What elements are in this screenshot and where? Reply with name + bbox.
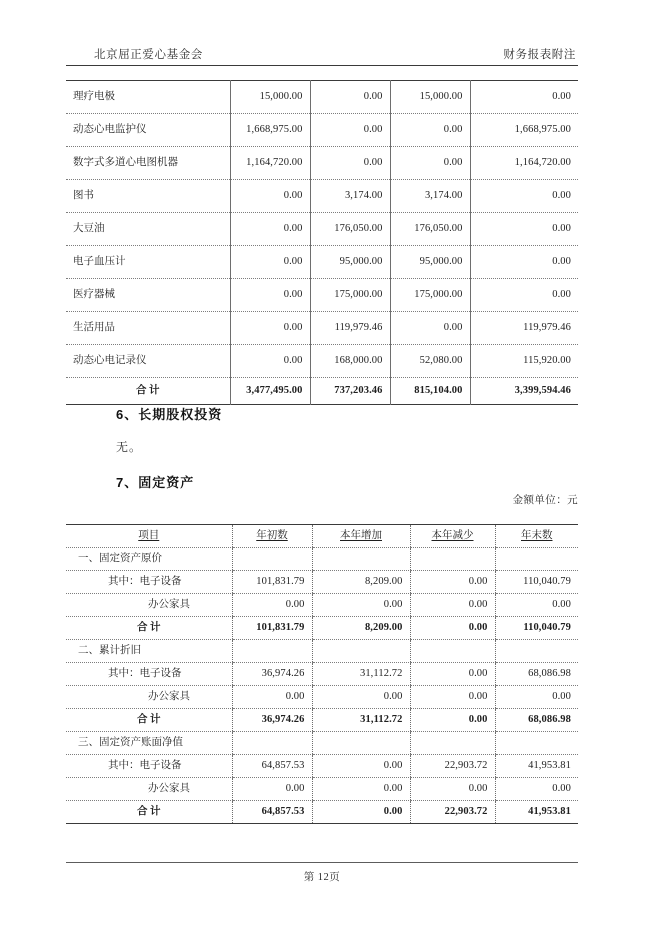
cell-text: 31,112.72 bbox=[360, 714, 403, 726]
table-cell-value bbox=[232, 709, 312, 732]
table-cell-value bbox=[230, 213, 310, 246]
cell-text: 64,857.53 bbox=[261, 806, 305, 818]
table-row bbox=[66, 640, 578, 663]
cell-text: 0.00 bbox=[363, 91, 383, 103]
cell-text: 0.00 bbox=[383, 691, 403, 703]
cell-text: 3,174.00 bbox=[424, 190, 463, 202]
table-cell-value bbox=[390, 213, 470, 246]
table-cell-label bbox=[66, 312, 230, 345]
cell-text: 737,203.46 bbox=[334, 385, 383, 397]
table-cell-value bbox=[410, 640, 495, 663]
cell-text: 815,104.00 bbox=[414, 385, 463, 397]
table-cell-label bbox=[66, 571, 232, 594]
table-cell-label bbox=[66, 548, 232, 571]
cell-text: 36,974.26 bbox=[261, 714, 305, 726]
table-row bbox=[66, 571, 578, 594]
cell-text: 95,000.00 bbox=[339, 256, 383, 268]
cell-text: 175,000.00 bbox=[334, 289, 383, 301]
table-cell-value bbox=[232, 617, 312, 640]
cell-text: 31,112.72 bbox=[359, 668, 403, 680]
cell-text: 0.00 bbox=[443, 124, 463, 136]
cell-text: 3,477,495.00 bbox=[246, 385, 303, 397]
cell-text: 0.00 bbox=[383, 783, 403, 795]
column-header bbox=[232, 525, 312, 548]
table-row bbox=[66, 180, 578, 213]
table-cell-value bbox=[410, 709, 495, 732]
table-cell-label bbox=[66, 246, 230, 279]
table-cell-value bbox=[495, 801, 578, 824]
table-cell-value bbox=[310, 378, 390, 405]
cell-text: 3,174.00 bbox=[344, 190, 383, 202]
section-6-body: 无。 bbox=[116, 440, 143, 454]
table-cell-value bbox=[495, 686, 578, 709]
table-cell-value bbox=[312, 709, 410, 732]
cell-text: 数字式多道心电图机器 bbox=[73, 157, 178, 169]
table-cell-value bbox=[390, 279, 470, 312]
cell-text: 68,086.98 bbox=[528, 714, 571, 726]
table-cell-value bbox=[470, 312, 578, 345]
table-cell-value bbox=[410, 594, 495, 617]
cell-text: 0.00 bbox=[468, 599, 488, 611]
table-cell-value bbox=[230, 180, 310, 213]
cell-text: 110,040.79 bbox=[523, 622, 571, 634]
cell-text: 8,209.00 bbox=[364, 622, 403, 634]
cell-text: 大豆油 bbox=[73, 223, 105, 235]
cell-text: 0.00 bbox=[283, 289, 303, 301]
table-cell-value bbox=[310, 246, 390, 279]
cell-text: 0.00 bbox=[383, 599, 403, 611]
table-cell-label bbox=[66, 279, 230, 312]
cell-text: 0.00 bbox=[552, 91, 571, 103]
cell-text: 0.00 bbox=[468, 576, 488, 588]
page-footer bbox=[66, 862, 578, 884]
table-cell-value bbox=[470, 114, 578, 147]
cell-text: 0.00 bbox=[552, 256, 571, 268]
document-section-title: 财务报表附注 bbox=[503, 49, 576, 61]
table-cell-value bbox=[312, 617, 410, 640]
cell-text: 0.00 bbox=[285, 691, 305, 703]
cell-text: 119,979.46 bbox=[334, 322, 383, 334]
cell-text: 0.00 bbox=[552, 190, 571, 202]
table-cell-value bbox=[390, 114, 470, 147]
table-cell-value bbox=[495, 594, 578, 617]
cell-text: 合 计 bbox=[136, 622, 161, 634]
cell-text: 101,831.79 bbox=[256, 576, 305, 588]
table-cell-label bbox=[66, 147, 230, 180]
table-cell-value bbox=[390, 312, 470, 345]
table-cell-label bbox=[66, 180, 230, 213]
cell-text: 8,209.00 bbox=[364, 576, 403, 588]
cell-text: 101,831.79 bbox=[256, 622, 305, 634]
cell-text: 图书 bbox=[73, 190, 94, 202]
table-cell-value bbox=[310, 147, 390, 180]
cell-text: 年末数 bbox=[521, 530, 553, 542]
cell-text: 22,903.72 bbox=[444, 760, 488, 772]
cell-text: 其中：电子设备 bbox=[108, 760, 182, 772]
cell-text: 三、固定资产账面净值 bbox=[78, 737, 183, 749]
table-cell-value bbox=[495, 732, 578, 755]
table-cell-value bbox=[495, 663, 578, 686]
table-cell-value bbox=[232, 594, 312, 617]
table-cell-value bbox=[310, 312, 390, 345]
cell-text: 0.00 bbox=[468, 714, 488, 726]
table-cell-value bbox=[232, 686, 312, 709]
table-cell-value bbox=[410, 663, 495, 686]
table-cell-value bbox=[410, 732, 495, 755]
cell-text: 22,903.72 bbox=[444, 806, 488, 818]
table-cell-value bbox=[410, 548, 495, 571]
cell-text: 119,979.46 bbox=[523, 322, 571, 334]
table-cell-label bbox=[66, 640, 232, 663]
cell-text: 41,953.81 bbox=[528, 806, 571, 818]
page-number: 第 12页 bbox=[303, 872, 341, 883]
cell-text: 一、固定资产原价 bbox=[78, 553, 162, 565]
table-cell-value bbox=[232, 548, 312, 571]
cell-text: 年初数 bbox=[256, 530, 288, 542]
cell-text: 68,086.98 bbox=[528, 668, 571, 680]
table-cell-value bbox=[232, 571, 312, 594]
table-cell-value bbox=[312, 732, 410, 755]
cell-text: 0.00 bbox=[468, 783, 488, 795]
cell-text: 176,050.00 bbox=[414, 223, 463, 235]
table-cell-label bbox=[66, 617, 232, 640]
table-cell-label bbox=[66, 755, 232, 778]
cell-text: 医疗器械 bbox=[73, 289, 115, 301]
cell-text: 合 计 bbox=[136, 714, 161, 726]
table-cell-value bbox=[470, 345, 578, 378]
table-row bbox=[66, 246, 578, 279]
table-cell-value bbox=[495, 548, 578, 571]
cell-text: 110,040.79 bbox=[523, 576, 571, 588]
fixed-assets-table bbox=[66, 524, 578, 824]
table-cell-value bbox=[232, 801, 312, 824]
cell-text: 0.00 bbox=[468, 691, 488, 703]
table-cell-value bbox=[232, 663, 312, 686]
organization-name: 北京屈正爱心基金会 bbox=[94, 49, 203, 61]
table-cell-value bbox=[470, 81, 578, 114]
table-row bbox=[66, 81, 578, 114]
cell-text: 115,920.00 bbox=[523, 355, 571, 367]
running-header bbox=[66, 46, 578, 66]
cell-text: 0.00 bbox=[283, 223, 303, 235]
column-header bbox=[495, 525, 578, 548]
table-cell-value bbox=[470, 246, 578, 279]
table-cell-value bbox=[312, 640, 410, 663]
table-cell-label bbox=[66, 378, 230, 405]
table-cell-value bbox=[232, 778, 312, 801]
table-cell-value bbox=[410, 617, 495, 640]
cell-text: 41,953.81 bbox=[528, 760, 571, 772]
table-total-row bbox=[66, 801, 578, 824]
cell-text: 项目 bbox=[138, 530, 160, 542]
cell-text: 0.00 bbox=[283, 190, 303, 202]
table-total-row bbox=[66, 617, 578, 640]
table-row bbox=[66, 114, 578, 147]
table-cell-value bbox=[495, 640, 578, 663]
cell-text: 0.00 bbox=[552, 289, 571, 301]
cell-text: 0.00 bbox=[283, 355, 303, 367]
table-cell-value bbox=[390, 246, 470, 279]
table-cell-value bbox=[230, 147, 310, 180]
cell-text: 15,000.00 bbox=[419, 91, 463, 103]
table-cell-value bbox=[470, 180, 578, 213]
table-header-row bbox=[66, 525, 578, 548]
table-cell-value bbox=[312, 663, 410, 686]
table-cell-label bbox=[66, 778, 232, 801]
cell-text: 0.00 bbox=[468, 668, 488, 680]
cell-text: 0.00 bbox=[443, 322, 463, 334]
table-cell-value bbox=[470, 378, 578, 405]
cell-text: 电子血压计 bbox=[73, 256, 126, 268]
table-cell-label bbox=[66, 594, 232, 617]
table-row bbox=[66, 312, 578, 345]
table-cell-value bbox=[495, 778, 578, 801]
cell-text: 0.00 bbox=[283, 322, 303, 334]
table-row bbox=[66, 594, 578, 617]
table-cell-value bbox=[310, 114, 390, 147]
cell-text: 本年增加 bbox=[340, 530, 382, 542]
cell-text: 二、累计折旧 bbox=[78, 645, 141, 657]
cell-text: 52,080.00 bbox=[419, 355, 463, 367]
table-row bbox=[66, 279, 578, 312]
cell-text: 0.00 bbox=[285, 783, 305, 795]
cell-text: 1,668,975.00 bbox=[246, 124, 303, 136]
table-cell-value bbox=[232, 755, 312, 778]
table-row bbox=[66, 755, 578, 778]
cell-text: 生活用品 bbox=[73, 322, 115, 334]
cell-text: 理疗电极 bbox=[73, 91, 115, 103]
table-cell-value bbox=[410, 778, 495, 801]
table-cell-value bbox=[312, 571, 410, 594]
table-cell-value bbox=[495, 617, 578, 640]
amount-unit-note: 金额单位：元 bbox=[512, 495, 578, 506]
cell-text: 办公家具 bbox=[148, 691, 190, 703]
table-row bbox=[66, 345, 578, 378]
table-cell-label bbox=[66, 732, 232, 755]
cell-text: 0.00 bbox=[383, 806, 403, 818]
table-cell-value bbox=[230, 114, 310, 147]
table-cell-label bbox=[66, 345, 230, 378]
cell-text: 36,974.26 bbox=[261, 668, 305, 680]
table-cell-value bbox=[470, 213, 578, 246]
cell-text: 0.00 bbox=[468, 622, 488, 634]
cell-text: 0.00 bbox=[363, 124, 383, 136]
table-cell-value bbox=[312, 801, 410, 824]
column-header bbox=[66, 525, 232, 548]
column-header bbox=[312, 525, 410, 548]
table-cell-value bbox=[495, 709, 578, 732]
table-cell-value bbox=[310, 213, 390, 246]
table-cell-label bbox=[66, 81, 230, 114]
table-cell-value bbox=[232, 732, 312, 755]
cell-text: 168,000.00 bbox=[334, 355, 383, 367]
table-cell-value bbox=[310, 345, 390, 378]
table-row bbox=[66, 213, 578, 246]
cell-text: 其中：电子设备 bbox=[108, 668, 182, 680]
cell-text: 175,000.00 bbox=[414, 289, 463, 301]
cell-text: 3,399,594.46 bbox=[514, 385, 571, 397]
table-total-row bbox=[66, 709, 578, 732]
cell-text: 办公家具 bbox=[148, 783, 190, 795]
table-cell-value bbox=[410, 571, 495, 594]
cell-text: 1,164,720.00 bbox=[246, 157, 303, 169]
table-cell-value bbox=[390, 81, 470, 114]
table-cell-value bbox=[230, 246, 310, 279]
cell-text: 15,000.00 bbox=[259, 91, 303, 103]
cell-text: 0.00 bbox=[443, 157, 463, 169]
table-row bbox=[66, 147, 578, 180]
table-cell-value bbox=[410, 801, 495, 824]
table-row bbox=[66, 663, 578, 686]
cell-text: 95,000.00 bbox=[419, 256, 463, 268]
cell-text: 合 计 bbox=[136, 806, 161, 818]
cell-text: 0.00 bbox=[285, 599, 305, 611]
table-cell-value bbox=[232, 640, 312, 663]
cell-text: 其中：电子设备 bbox=[108, 576, 182, 588]
table-cell-value bbox=[390, 378, 470, 405]
column-header bbox=[410, 525, 495, 548]
cell-text: 0.00 bbox=[552, 599, 571, 611]
table-cell-value bbox=[230, 312, 310, 345]
table-cell-label bbox=[66, 114, 230, 147]
cell-text: 1,668,975.00 bbox=[514, 124, 571, 136]
cell-text: 176,050.00 bbox=[334, 223, 383, 235]
table-cell-value bbox=[495, 755, 578, 778]
table-cell-value bbox=[390, 147, 470, 180]
table-cell-value bbox=[312, 548, 410, 571]
cell-text: 0.00 bbox=[283, 256, 303, 268]
section-7-heading: 7、固定资产 bbox=[116, 475, 195, 490]
cell-text: 动态心电记录仪 bbox=[73, 355, 147, 367]
table-cell-value bbox=[230, 345, 310, 378]
cell-text: 0.00 bbox=[363, 157, 383, 169]
table-cell-value bbox=[230, 81, 310, 114]
cell-text: 0.00 bbox=[552, 223, 571, 235]
table-cell-value bbox=[312, 594, 410, 617]
table-cell-value bbox=[312, 755, 410, 778]
table-cell-value bbox=[390, 345, 470, 378]
table-cell-label bbox=[66, 663, 232, 686]
section-6-heading: 6、长期股权投资 bbox=[116, 407, 223, 422]
table-cell-label bbox=[66, 709, 232, 732]
cell-text: 办公家具 bbox=[148, 599, 190, 611]
table-row bbox=[66, 686, 578, 709]
table-row bbox=[66, 548, 578, 571]
cell-text: 本年减少 bbox=[431, 530, 474, 542]
table-row bbox=[66, 732, 578, 755]
table-cell-value bbox=[312, 778, 410, 801]
table-cell-label bbox=[66, 213, 230, 246]
table-cell-value bbox=[310, 180, 390, 213]
cell-text: 0.00 bbox=[552, 691, 571, 703]
table-total-row bbox=[66, 378, 578, 405]
table-cell-value bbox=[470, 147, 578, 180]
table-cell-value bbox=[230, 378, 310, 405]
donated-assets-table bbox=[66, 80, 578, 405]
table-cell-value bbox=[495, 571, 578, 594]
cell-text: 0.00 bbox=[552, 783, 571, 795]
cell-text: 动态心电监护仪 bbox=[73, 124, 147, 136]
table-cell-value bbox=[310, 279, 390, 312]
cell-text: 0.00 bbox=[383, 760, 403, 772]
table-cell-value bbox=[230, 279, 310, 312]
table-cell-value bbox=[470, 279, 578, 312]
cell-text: 64,857.53 bbox=[261, 760, 305, 772]
table-cell-label bbox=[66, 686, 232, 709]
table-cell-value bbox=[410, 686, 495, 709]
cell-text: 1,164,720.00 bbox=[514, 157, 571, 169]
table-cell-value bbox=[312, 686, 410, 709]
table-cell-label bbox=[66, 801, 232, 824]
table-cell-value bbox=[410, 755, 495, 778]
table-cell-value bbox=[310, 81, 390, 114]
cell-text: 合 计 bbox=[135, 385, 160, 397]
table-cell-value bbox=[390, 180, 470, 213]
table-row bbox=[66, 778, 578, 801]
